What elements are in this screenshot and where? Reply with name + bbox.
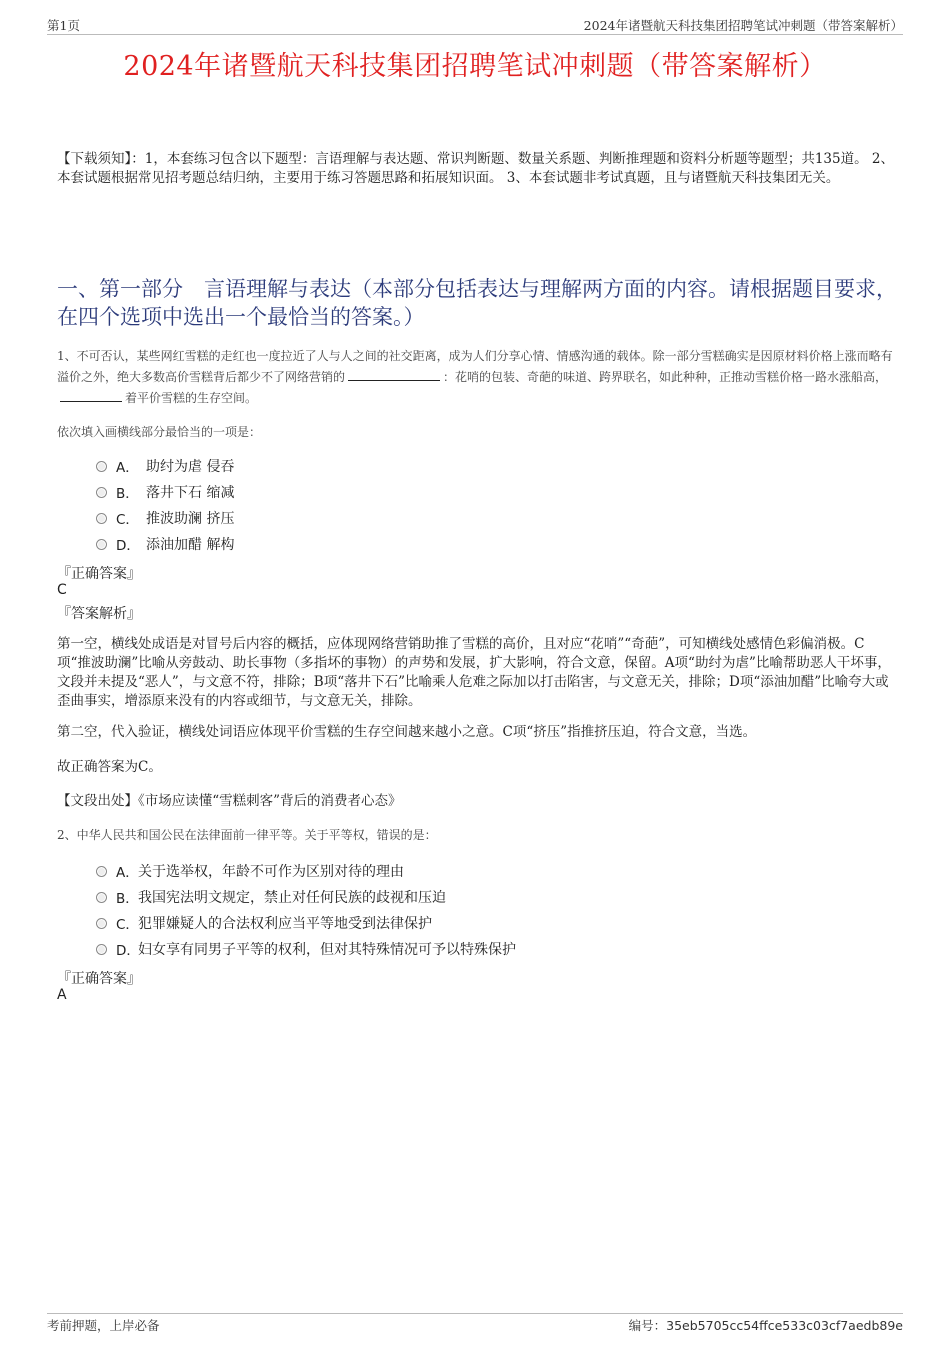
option-text: 落井下石 缩减 [146, 485, 235, 501]
question-1-options [96, 453, 234, 557]
option-text: 关于选举权，年龄不可作为区别对待的理由 [138, 864, 404, 880]
option-key: C． [116, 917, 139, 933]
analysis-label: 『答案解析』 [57, 606, 141, 622]
option-text: 犯罪嫌疑人的合法权利应当平等地受到法律保护 [138, 916, 432, 932]
question-1-text [57, 346, 902, 409]
option-d[interactable] [96, 531, 234, 557]
question-1-part-c: 着平价雪糕的生存空间。 [125, 391, 258, 405]
option-text: 我国宪法明文规定，禁止对任何民族的歧视和压迫 [138, 890, 446, 906]
option-c[interactable] [96, 505, 234, 531]
radio-icon[interactable] [96, 461, 107, 472]
radio-icon[interactable] [96, 487, 107, 498]
document-title: 2024年诸暨航天科技集团招聘笔试冲刺题（带答案解析） [123, 51, 827, 82]
option-text: 推波助澜 挤压 [146, 511, 235, 527]
header-doc-title: 2024年诸暨航天科技集团招聘笔试冲刺题（带答案解析） [583, 18, 903, 33]
option-text: 添油加醋 解构 [146, 537, 235, 553]
radio-icon[interactable] [96, 944, 107, 955]
option-a[interactable] [96, 858, 516, 884]
footer-slogan: 考前押题，上岸必备 [47, 1318, 160, 1333]
option-b[interactable] [96, 884, 516, 910]
download-notice: 【下载须知】：1，本套练习包含以下题型：言语理解与表达题、常识判断题、数量关系题、判断推理题和资料分析题等题型；共135道。 2、本套试题根据常见招考题总结归纳，主要用于练习答题思路和拓展知识面。 3、本套试题非考试真题，且与诸暨航天科技集团无关。 [57, 151, 894, 186]
option-c[interactable] [96, 910, 516, 936]
option-text: 妇女享有同男子平等的权利，但对其特殊情况可予以特殊保护 [138, 942, 516, 958]
option-key: B． [116, 891, 139, 907]
option-text: 助纣为虐 侵吞 [146, 459, 235, 475]
footer-code [629, 1316, 903, 1334]
section-heading: 一、第一部分 言语理解与表达（本部分包括表达与理解两方面的内容。请根据题目要求，在四个选项中选出一个最恰当的答案。） [57, 277, 897, 329]
answer-label: 『正确答案』 [57, 971, 141, 987]
passage-source: 【文段出处】《市场应读懂“雪糕刺客”背后的消费者心态》 [57, 793, 402, 809]
page-number: 第1页 [47, 18, 80, 33]
page-footer [47, 1313, 903, 1336]
option-key: D． [116, 538, 140, 554]
radio-icon[interactable] [96, 918, 107, 929]
option-key: A． [116, 865, 139, 881]
footer-code-value: 35eb5705cc54ffce533c03cf7aedb89e [666, 1318, 903, 1333]
answer-label: 『正确答案』 [57, 566, 141, 582]
radio-icon[interactable] [96, 539, 107, 550]
option-a[interactable] [96, 453, 234, 479]
radio-icon[interactable] [96, 892, 107, 903]
option-key: A． [116, 460, 139, 476]
footer-code-label: 编号： [628, 1318, 667, 1333]
radio-icon[interactable] [96, 513, 107, 524]
question-2-text: 2、中华人民共和国公民在法律面前一律平等。关于平等权，错误的是： [57, 828, 437, 842]
option-key: C． [116, 512, 139, 528]
question-1-part-a: 1、不可否认，某些网红雪糕的走红也一度拉近了人与人之间的社交距离，成为人们分享心情、情感沟通的载体。除一部分雪糕确实是因原材料价格上涨而略有溢价之外，绝大多数高价雪糕背后都少不了网络营销的 [57, 349, 893, 384]
analysis-conclusion: 故正确答案为C。 [57, 759, 162, 775]
question-1-prompt: 依次填入画横线部分最恰当的一项是： [57, 425, 262, 439]
option-d[interactable] [96, 936, 516, 962]
option-key: B． [116, 486, 139, 502]
question-1-part-b: ：花哨的包装、奇葩的味道、跨界联名，如此种种，正推动雪糕价格一路水涨船高， [443, 370, 888, 384]
page-header [47, 14, 903, 35]
analysis-paragraph-2: 第二空，代入验证，横线处词语应体现平价雪糕的生存空间越来越小之意。C项“挤压”指推挤压迫，符合文意，当选。 [57, 724, 757, 740]
fill-blank-1 [348, 368, 440, 381]
answer-value: C [57, 582, 67, 598]
answer-value: A [57, 987, 67, 1003]
option-b[interactable] [96, 479, 234, 505]
radio-icon[interactable] [96, 866, 107, 877]
option-key: D． [116, 943, 140, 959]
fill-blank-2 [60, 389, 122, 402]
question-2-options [96, 858, 516, 962]
analysis-paragraph-1: 第一空，横线处成语是对冒号后内容的概括，应体现网络营销助推了雪糕的高价，且对应“花哨”“奇葩”，可知横线处感情色彩偏消极。C项“推波助澜”比喻从旁鼓动、助长事物（多指坏的事物）的声势和发展，扩大影响，符合文意，保留。A项“助纣为虐”比喻帮助恶人干坏事，文段并未提及“恶人”，与文意不符，排除；B项“落井下石”比喻乘人危难之际加以打击陷害，与文意无关，排除；D项“添油加醋”比喻夸大或歪曲事实，增添原来没有的内容或细节，与文意无关，排除。 [57, 636, 891, 709]
